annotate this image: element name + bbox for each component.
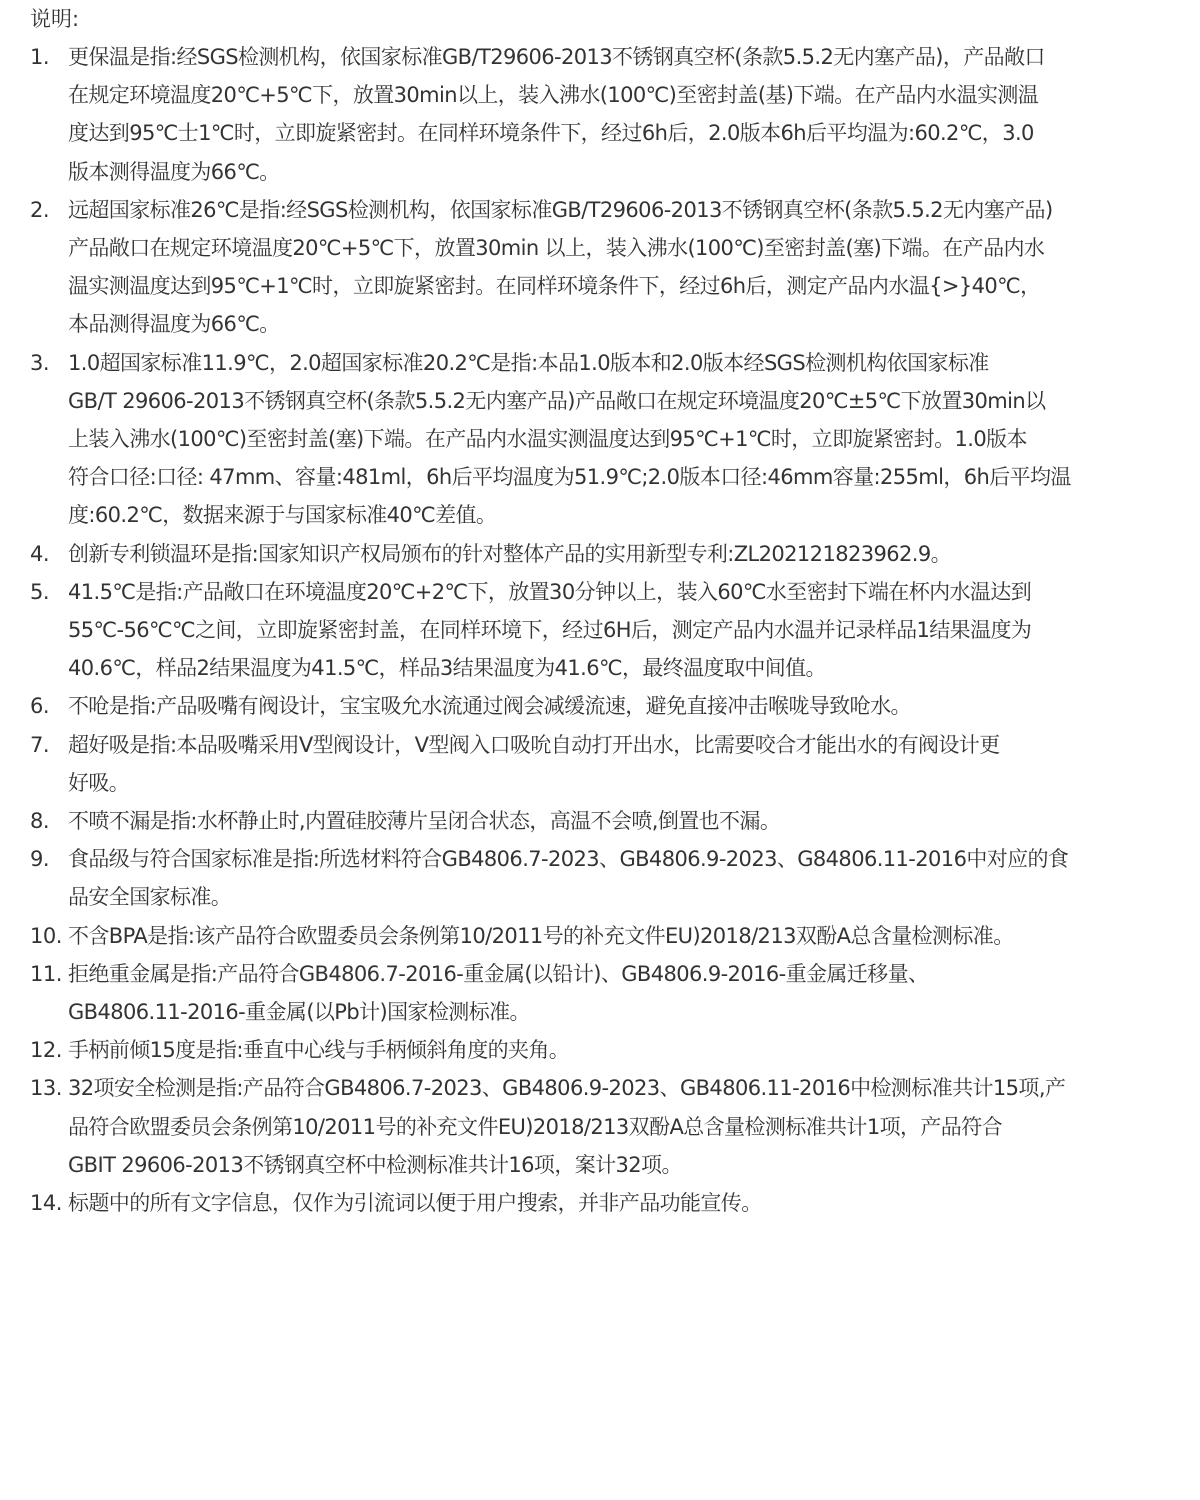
item-number: 5. xyxy=(30,579,50,604)
item-number: 14. xyxy=(30,1191,62,1216)
item-text: 标题中的所有文字信息，仅作为引流词以便于用户搜索，并非产品功能宣传。 xyxy=(68,1191,762,1216)
item-text: 更保温是指:经SGS检测机构，依国家标准GB/T29606-2013不锈钢真空杯(条款5.5.2无内塞产品)，产品敞口 在规定环境温度20℃+5℃下，放置30min以上，装入沸水(100℃)至密封盖(基)下端。在产品内水温实测温 度达到95℃士1℃时，立即旋紧密封。在同样环境条件下，经过6h后，2.0版本6h后平均温为:60.2℃，3.0 版本测得温度为66℃。 xyxy=(68,45,1045,184)
notes-document xyxy=(30,0,1170,1222)
list-item xyxy=(30,1031,1170,1069)
item-text: 远超国家标准26℃是指:经SGS检测机构，依国家标准GB/T29606-2013不锈钢真空杯(条款5.5.2无内塞产品) 产品敞口在规定环境温度20℃+5℃下，放置30min 以上，装入沸水(100℃)至密封盖(塞)下端。在产品内水 温实测温度达到95℃+1℃时，立即旋紧密封。在同样环境条件下，经过6h后，测定产品内水温{>}40℃， 本品测得温度为66℃。 xyxy=(68,197,1053,337)
item-text: 41.5℃是指:产品敞口在环境温度20℃+2℃下，放置30分钟以上，装入60℃水至密封下端在杯内水温达到 55℃-56℃℃之间，立即旋紧密封盖，在同样环境下，经过6H后，测定产品内水温并记录样品1结果温度为 40.6℃，样品2结果温度为41.5℃，样品3结果温度为41.6℃，最终温度取中间值。 xyxy=(68,579,1032,681)
list-item xyxy=(30,802,1170,840)
item-text: 创新专利锁温环是指:国家知识产权局颁布的针对整体产品的实用新型专利:ZL202121823962.9。 xyxy=(68,541,951,566)
item-number: 3. xyxy=(30,350,50,375)
item-number: 7. xyxy=(30,732,50,757)
item-number: 12. xyxy=(30,1038,62,1063)
item-number: 6. xyxy=(30,694,50,719)
item-number: 13. xyxy=(30,1076,62,1101)
list-item xyxy=(30,191,1170,344)
list-item xyxy=(30,573,1170,688)
item-text: 不呛是指:产品吸嘴有阀设计，宝宝吸允水流通过阀会减缓流速，避免直接冲击喉咙导致呛水。 xyxy=(68,694,911,719)
list-item xyxy=(30,955,1170,1031)
list-item xyxy=(30,38,1170,191)
item-text: 32项安全检测是指:产品符合GB4806.7-2023、GB4806.9-2023、GB4806.11-2016中检测标准共计15项,产 品符合欧盟委员会条例第10/2011号的补充文件EU)2018/213双酚A总含量检测标准共计1项，产品符合 GBIT 29606-2013不锈钢真空杯中检测标准共计16项，案计32项。 xyxy=(68,1076,1066,1177)
item-text: 不含BPA是指:该产品符合欧盟委员会条例第10/2011号的补充文件EU)2018/213双酚A总含量检测标准。 xyxy=(68,923,1014,948)
list-item xyxy=(30,840,1170,916)
item-number: 9. xyxy=(30,847,50,872)
item-number: 1. xyxy=(30,45,50,69)
item-number: 4. xyxy=(30,541,50,566)
list-item xyxy=(30,726,1170,802)
item-text: 超好吸是指:本品吸嘴采用V型阀设计，V型阀入口吸吮自动打开出水，比需要咬合才能出水的有阀设计更 好吸。 xyxy=(68,732,1000,795)
list-item xyxy=(30,535,1170,573)
item-text: 手柄前倾15度是指:垂直中心线与手柄倾斜角度的夹角。 xyxy=(68,1038,570,1063)
item-text: 拒绝重金属是指:产品符合GB4806.7-2016-重金属(以铅计)、GB4806.9-2016-重金属迁移量、 GB4806.11-2016-重金属(以Pb计)国家检测标准。 xyxy=(68,961,929,1025)
notes-list xyxy=(30,38,1170,1222)
item-text: 1.0超国家标准11.9℃，2.0超国家标准20.2℃是指:本品1.0版本和2.0版本经SGS检测机构依国家标准 GB/T 29606-2013不锈钢真空杯(条款5.5.2无内塞产品)产品敞口在规定环境温度20℃±5℃下放置30min以 上装入沸水(100℃)至密封盖(塞)下端。在产品内水温实测温度达到95℃+1℃时，立即旋紧密封。1.0版本 符合口径:口径: 47mm、容量:481ml，6h后平均温度为51.9℃;2.0版本口径:46mm容量:255ml，6h后平均温 度:60.2℃，数据来源于与国家标准40℃差值。 xyxy=(68,350,1071,528)
notes-heading: 说明: xyxy=(30,7,80,31)
item-number: 10. xyxy=(30,923,62,948)
item-number: 8. xyxy=(30,809,50,834)
list-item xyxy=(30,344,1170,535)
list-item xyxy=(30,687,1170,725)
item-text: 不喷不漏是指:水杯静止时,内置硅胶薄片呈闭合状态，高温不会喷,倒置也不漏。 xyxy=(68,809,781,834)
item-text: 食品级与符合国家标准是指:所选材料符合GB4806.7-2023、GB4806.9-2023、G84806.11-2016中对应的食 品安全国家标准。 xyxy=(68,847,1069,910)
list-item xyxy=(30,1184,1170,1222)
list-item xyxy=(30,917,1170,955)
item-number: 11. xyxy=(30,961,62,986)
item-number: 2. xyxy=(30,197,50,222)
list-item xyxy=(30,1069,1170,1184)
